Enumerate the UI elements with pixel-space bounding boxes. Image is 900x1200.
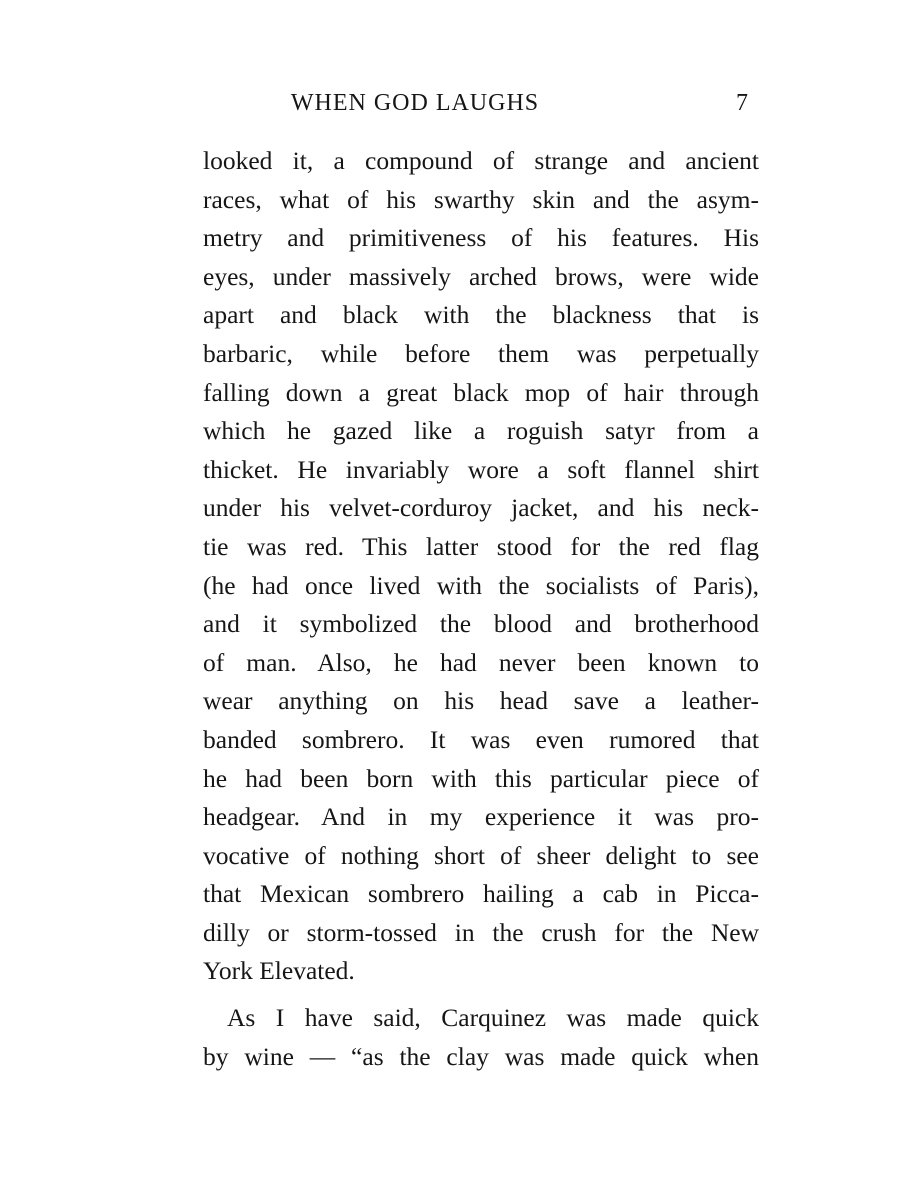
text-line: barbaric, while before them was perpetually bbox=[203, 338, 759, 368]
paragraph-gap bbox=[203, 991, 759, 999]
text-line: tie was red. This latter stood for the red flag bbox=[203, 531, 759, 561]
text-line: York Elevated. bbox=[203, 956, 355, 986]
page-number: 7 bbox=[736, 90, 748, 116]
text-line: that Mexican sombrero hailing a cab in Picca- bbox=[203, 879, 759, 909]
text-line: apart and black with the blackness that is bbox=[203, 300, 759, 330]
text-line: banded sombrero. It was even rumored that bbox=[203, 724, 759, 754]
text-line: vocative of nothing short of sheer delight to see bbox=[203, 840, 759, 870]
text-line: headgear. And in my experience it was pro- bbox=[203, 802, 759, 832]
text-line: races, what of his swarthy skin and the asym- bbox=[203, 184, 759, 214]
text-line: (he had once lived with the socialists of Paris), bbox=[203, 570, 759, 600]
body-text bbox=[203, 142, 759, 1076]
text-line: falling down a great black mop of hair through bbox=[203, 377, 759, 407]
text-line: of man. Also, he had never been known to bbox=[203, 647, 759, 677]
text-line: under his velvet-corduroy jacket, and his neck- bbox=[203, 493, 759, 523]
text-line: and it symbolized the blood and brotherhood bbox=[203, 609, 759, 639]
text-line: by wine — “as the clay was made quick when bbox=[203, 1041, 759, 1071]
text-line: As I have said, Carquinez was made quick bbox=[227, 1003, 759, 1033]
paragraph bbox=[203, 999, 759, 1076]
running-title: WHEN GOD LAUGHS bbox=[290, 90, 540, 116]
text-line: wear anything on his head save a leather- bbox=[203, 686, 759, 716]
text-line: metry and primitiveness of his features. His bbox=[203, 223, 759, 253]
text-line: looked it, a compound of strange and ancient bbox=[203, 146, 759, 175]
text-line: which he gazed like a roguish satyr from a bbox=[203, 416, 759, 446]
text-line: eyes, under massively arched brows, were wide bbox=[203, 261, 759, 291]
paragraph bbox=[203, 142, 759, 991]
text-line: dilly or storm-tossed in the crush for the New bbox=[203, 917, 759, 947]
text-line: thicket. He invariably wore a soft flannel shirt bbox=[203, 454, 759, 484]
running-header bbox=[0, 86, 900, 120]
text-line: he had been born with this particular piece of bbox=[203, 763, 759, 793]
